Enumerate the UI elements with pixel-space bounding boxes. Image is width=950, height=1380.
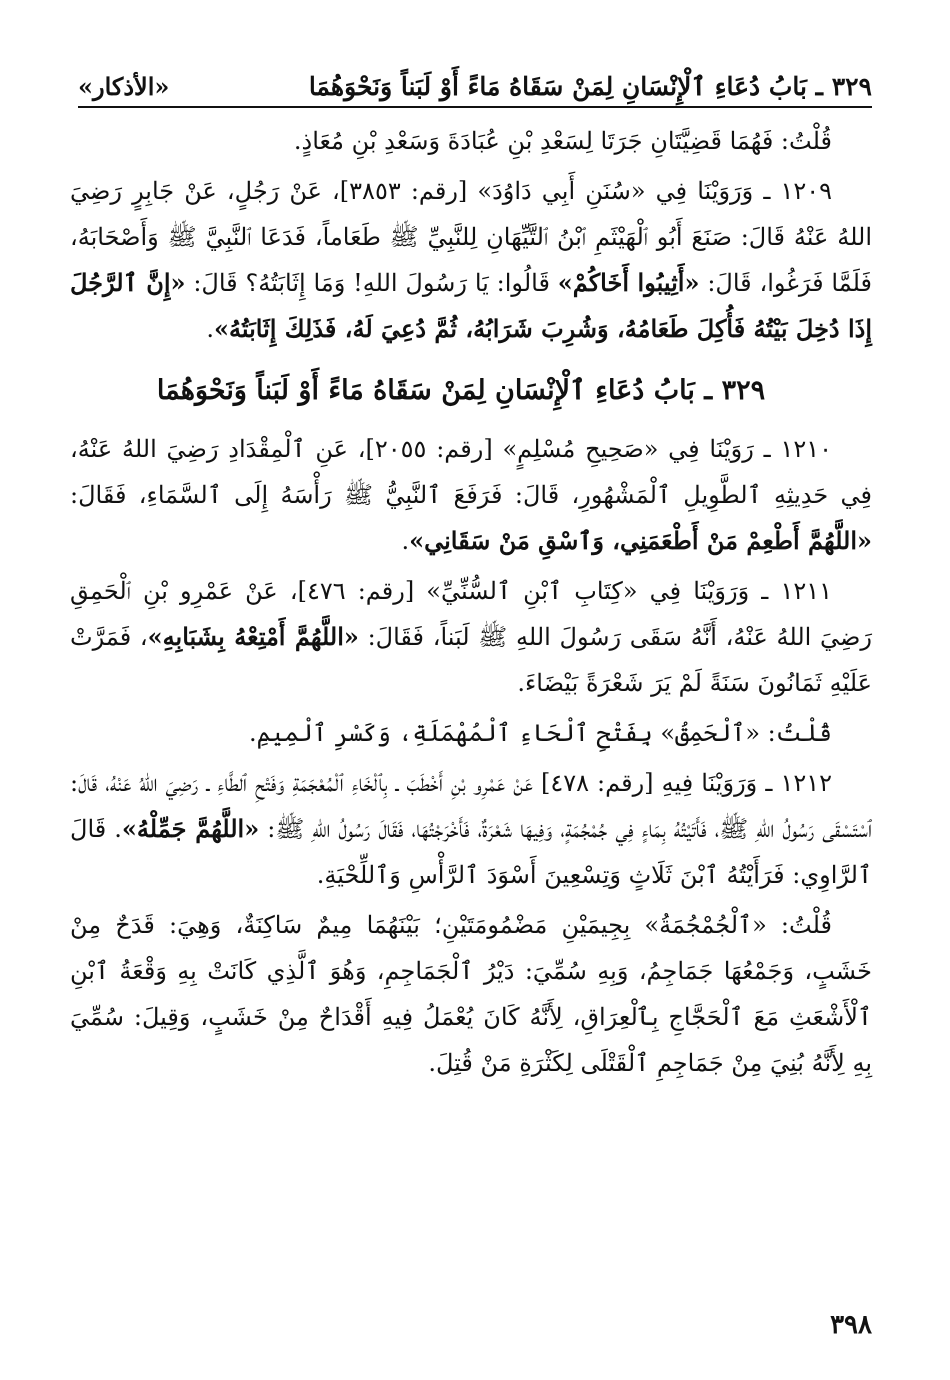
paragraph-note-hamiq: قُلْتُ: «ٱلْحَمِقُ» بِفَتْحِ ٱلْحَاءِ ٱلْمُهْمَلَةِ، وَكَسْرِ ٱلْمِيمِ. — [248, 719, 832, 747]
hadith-1209-quote-1: «أَثِيبُوا أَخَاكُمْ» — [557, 268, 700, 297]
hadith-1209-end: . — [206, 315, 214, 343]
hadith-1210-end: . — [401, 527, 410, 555]
hadith-1212-quote: «اللَّهُمَّ جَمِّلْهُ» — [121, 814, 260, 843]
paragraph-hadith-1211 — [70, 568, 872, 706]
hadith-1211-quote: «اللَّهُمَّ أَمْتِعْهُ بِشَبَابِهِ» — [147, 622, 359, 651]
paragraph-note-1: قُلْتُ: فَهُمَا قَضِيَّتَانِ جَرَتَا لِسَعْدِ بْنِ عُبَادَةَ وَسَعْدِ بْنِ مُعَاذٍ. — [293, 127, 832, 155]
hadith-1209-mid: قَالُوا: يَا رَسُولَ اللهِ! وَمَا إِثَابَتُهُ؟ قَالَ: — [185, 269, 558, 297]
header-chapter-title: ٣٢٩ ـ بَابُ دُعَاءِ ٱلْإِنْسَانِ لِمَنْ سَقَاهُ مَاءً أَوْ لَبَناً وَنَحْوَهُمَا — [308, 72, 872, 101]
page-number: ٣٩٨ — [830, 1310, 872, 1340]
paragraph-hadith-1209 — [70, 168, 872, 352]
running-header — [78, 55, 872, 101]
paragraph-note-jumjuma: قُلْتُ: «ٱلْجُمْجُمَةُ» بِجِيمَيْنِ مَضْمُومَتَيْنِ؛ بَيْنَهُمَا مِيمٌ سَاكِنَةٌ، وَهِيَ: قَدَحٌ مِنْ خَشَبٍ، وَجَمْعُهَا جَمَاجِمُ، وَبِهِ سُمِّيَ: دَيْرُ ٱلْجَمَاجِمِ، وَهُوَ ٱلَّذِي كَانَتْ بِهِ وَقْعَةُ ٱبْنِ ٱلْأَشْعَثِ مَعَ ٱلْحَجَّاجِ بِٱلْعِرَاقِ، لِأَنَّهُ كَانَ يُعْمَلُ فِيهِ أَقْدَاحٌ مِنْ خَشَبٍ، وَقِيلَ: سُمِّيَ بِهِ لِأَنَّهُ بُنِيَ مِنْ جَمَاجِمِ ٱلْقَتْلَى لِكَثْرَةِ مَنْ قُتِلَ. — [70, 911, 872, 1077]
hadith-1209-quote-2: «إِنَّ ٱلرَّجُلَ إِذَا دُخِلَ بَيْتُهُ فَأُكِلَ طَعَامُهُ، وَشُرِبَ شَرَابُهُ، ثُمَّ دُعِيَ لَهُ، فَذَلِكَ إِثَابَتُهُ» — [70, 268, 872, 343]
header-book-title: «الأذكار» — [78, 72, 170, 101]
hadith-1210-text: ١٢١٠ ـ رَوَيْنَا فِي «صَحِيحِ مُسْلِمٍ» [رقم: ٢٠٥٥]، عَنِ ٱلْمِقْدَادِ رَضِيَ اللهُ عَنْهُ، فِي حَدِيثِهِ ٱلطَّوِيلِ ٱلْمَشْهُورِ، قَالَ: فَرَفَعَ ٱلنَّبِيُّ ﷺ رَأْسَهُ إِلَى ٱلسَّمَاءِ، فَقَالَ: — [70, 435, 872, 509]
page-body — [70, 118, 872, 1086]
hadith-1209-text: ١٢٠٩ ـ وَرَوَيْنَا فِي «سُنَنِ أَبِي دَاوُدَ» [رقم: ٣٨٥٣]، عَنْ رَجُلٍ، عَنْ جَابِرٍ رَضِيَ اللهُ عَنْهُ قَالَ: صَنَعَ أَبُو ٱلْهَيْثَمِ ٱبْنُ ٱلتَّيِّهَانِ لِلنَّبِيِّ ﷺ طَعَاماً، فَدَعَا ٱلنَّبِيَّ ﷺ وَأَصْحَابَهُ، فَلَمَّا فَرَغُوا، قَالَ: — [70, 177, 873, 297]
hadith-1210-quote: «اللَّهُمَّ أَطْعِمْ مَنْ أَطْعَمَنِي، وَٱسْقِ مَنْ سَقَانِي» — [409, 526, 872, 555]
hadith-1211-end: ، فَمَرَّتْ عَلَيْهِ ثَمَانُونَ سَنَةً لَمْ يَرَ شَعْرَةً بَيْضَاءَ. — [70, 623, 872, 697]
hadith-1212-text: ١٢١٢ ـ وَرَوَيْنَا فِيهِ [رقم: ٤٧٨] عَنْ عَمْرِو بْنِ أَخْطَبَ ـ بِٱلْخَاءِ ٱلْمُعْجَمَةِ وَفَتْحِ ٱلطَّاءِ ـ رَضِيَ اللهُ عَنْهُ، قَالَ: ٱسْتَسْقَى رَسُولُ اللهِ ﷺ، فَأَتَيْتُهُ بِمَاءٍ فِي جُمْجُمَةٍ، وَفِيهَا شَعْرَةٌ، فَأَخْرَجْتُهَا، فَقَالَ رَسُولُ اللهِ ﷺ: — [70, 769, 872, 843]
header-divider — [78, 106, 872, 108]
paragraph-hadith-1212 — [70, 760, 872, 898]
paragraph-hadith-1210 — [70, 426, 872, 564]
section-heading-329: ٣٢٩ ـ بَابُ دُعَاءِ ٱلْإِنْسَانِ لِمَنْ سَقَاهُ مَاءً أَوْ لَبَناً وَنَحْوَهُمَا — [156, 375, 766, 406]
hadith-1212-end: . قَالَ ٱلرَّاوِي: فَرَأَيْتُهُ ٱبْنَ ثَلَاثٍ وَتِسْعِينَ أَسْوَدَ ٱلرَّأْسِ وَٱللِّحْيَةِ. — [70, 815, 872, 889]
hadith-1211-text: ١٢١١ ـ وَرَوَيْنَا فِي «كِتَابِ ٱبْنِ ٱلسُّنِّيِّ» [رقم: ٤٧٦]، عَنْ عَمْرِو بْنِ ٱلْحَمِقِ رَضِيَ اللهُ عَنْهُ، أَنَّهُ سَقَى رَسُولَ اللهِ ﷺ لَبَناً، فَقَالَ: — [70, 577, 872, 651]
